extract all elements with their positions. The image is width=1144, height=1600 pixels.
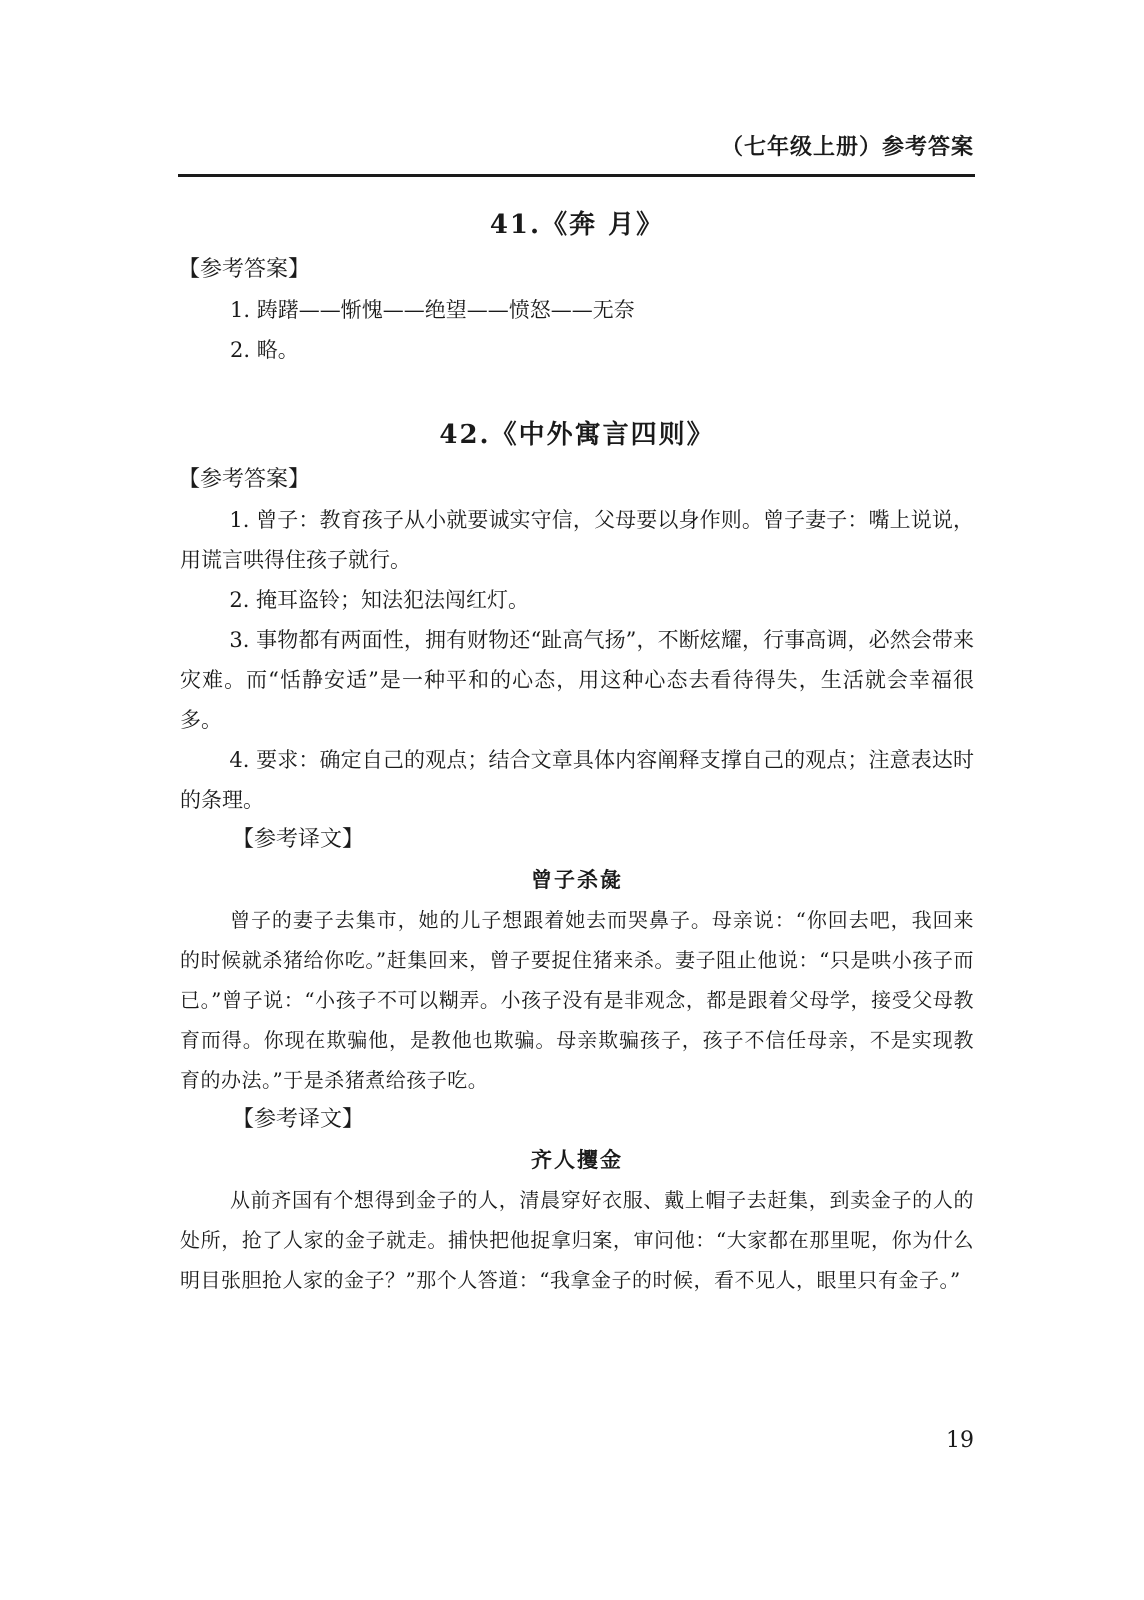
answer-41-2: 2. 略。 xyxy=(230,338,299,362)
translation-text-qiren: 从前齐国有个想得到金子的人，清晨穿好衣服、戴上帽子去赶集，到卖金子的人的处所，抢了人家的金子就走。捕快把他捉拿归案，审问他：“大家都在那里呢，你为什么明目张胆抢人家的金子？”那个人答道：“我拿金子的时候，看不见人，眼里只有金子。” xyxy=(180,1188,974,1292)
answer-label-42: 【参考答案】 xyxy=(178,467,311,492)
header-rule xyxy=(178,174,975,177)
page-number: 19 xyxy=(946,1428,974,1453)
translation-label-1: 【参考译文】 xyxy=(232,827,365,852)
answer-42-2: 2. 掩耳盗铃；知法犯法闯红灯。 xyxy=(229,588,530,612)
answer-41-1: 1. 踌躇——惭愧——绝望——愤怒——无奈 xyxy=(230,298,635,322)
page-content xyxy=(180,200,974,1300)
answer-42-3: 3. 事物都有两面性，拥有财物还“趾高气扬”，不断炫耀，行事高调，必然会带来灾难。而“恬静安适”是一种平和的心态，用这种心态去看待得失，生活就会幸福很多。 xyxy=(180,628,974,732)
answer-42-1: 1. 曾子：教育孩子从小就要诚实守信，父母要以身作则。曾子妻子：嘴上说说，用谎言哄得住孩子就行。 xyxy=(180,508,974,572)
story-title-qiren: 齐人攫金 xyxy=(531,1147,623,1172)
running-head: （七年级上册）参考答案 xyxy=(720,135,974,160)
section-spacer xyxy=(180,370,974,410)
story-title-zengzi: 曾子杀彘 xyxy=(531,867,623,892)
translation-label-2: 【参考译文】 xyxy=(232,1107,365,1132)
answer-42-4: 4. 要求：确定自己的观点；结合文章具体内容阐释支撑自己的观点；注意表达时的条理。 xyxy=(180,748,974,812)
translation-text-zengzi: 曾子的妻子去集市，她的儿子想跟着她去而哭鼻子。母亲说：“你回去吧，我回来的时候就杀猪给你吃。”赶集回来，曾子要捉住猪来杀。妻子阻止他说：“只是哄小孩子而已。”曾子说：“小孩子不可以糊弄。小孩子没有是非观念，都是跟着父母学，接受父母教育而得。你现在欺骗他，是教他也欺骗。母亲欺骗孩子，孩子不信任母亲，不是实现教育的办法。”于是杀猪煮给孩子吃。 xyxy=(180,908,974,1092)
section-title-42: 42.《中外寓言四则》 xyxy=(439,420,715,450)
answer-label-41: 【参考答案】 xyxy=(178,257,311,282)
section-title-41: 41.《奔 月》 xyxy=(489,210,665,240)
